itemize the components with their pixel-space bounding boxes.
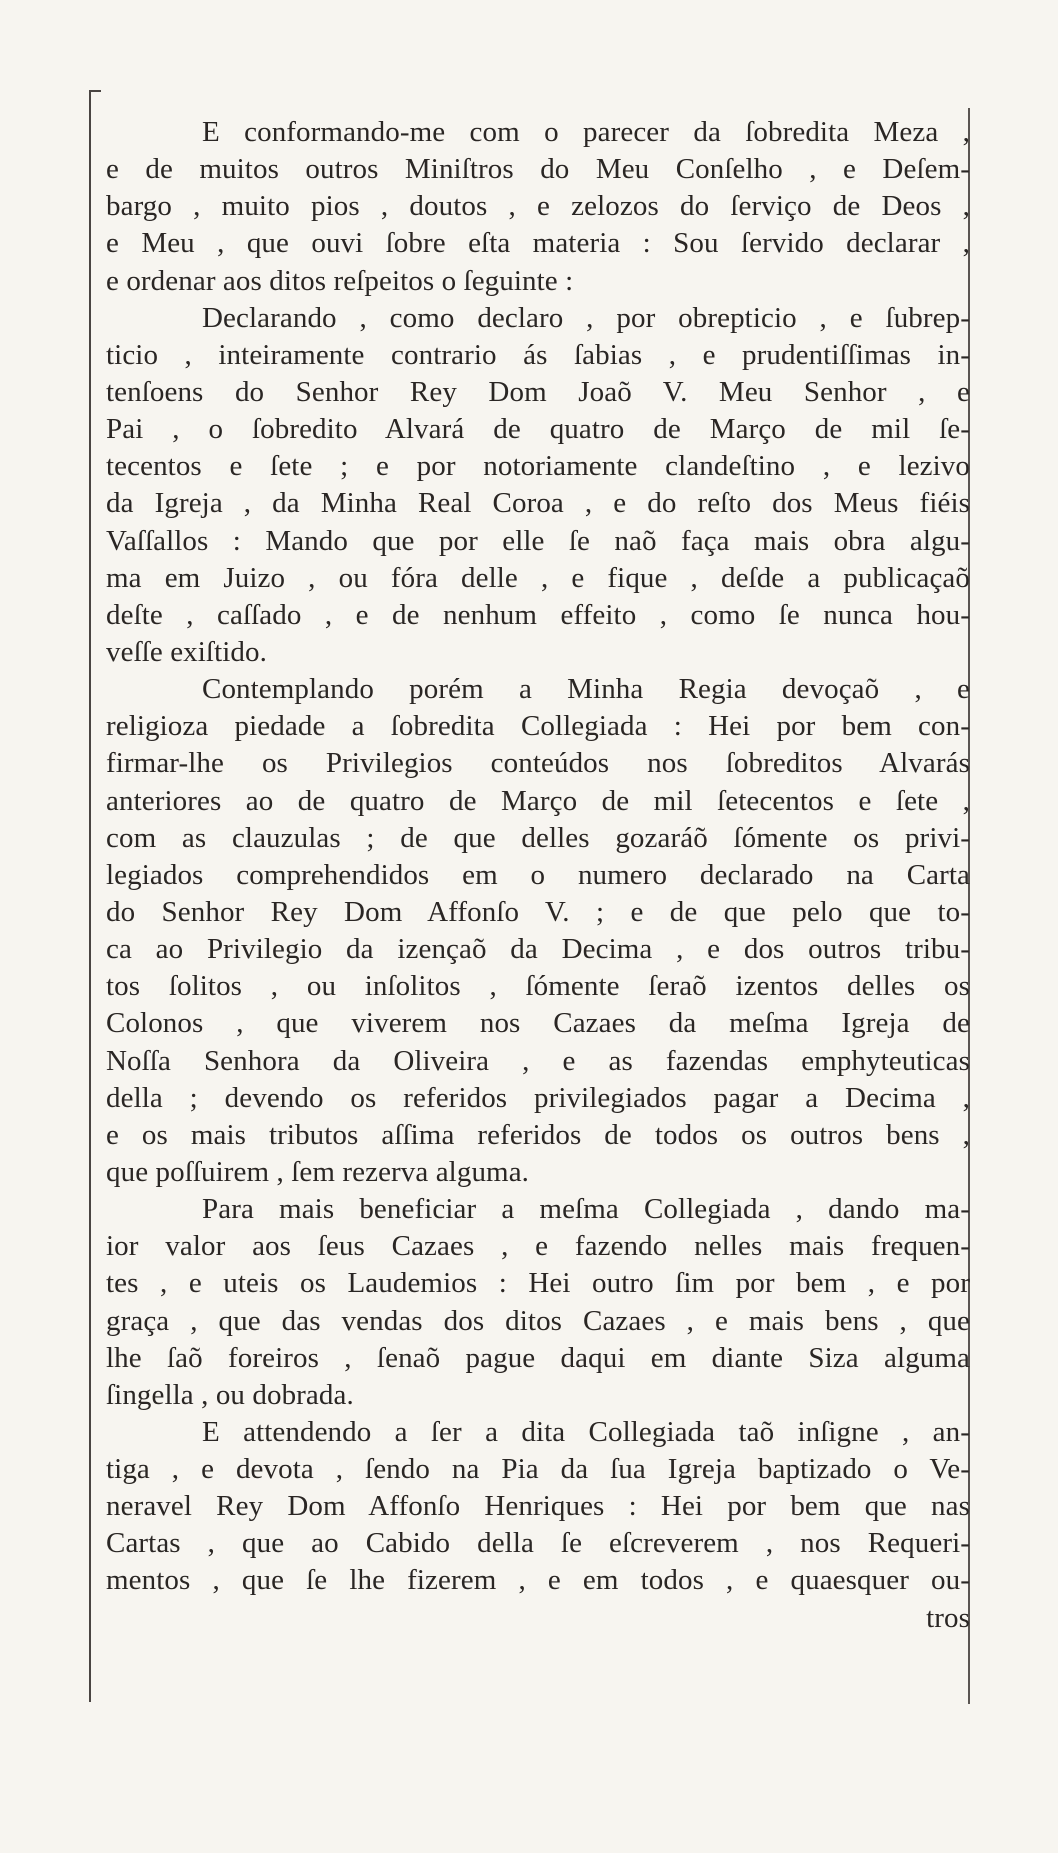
text-line: ior valor aos ſeus Cazaes , e fazendo nelles mais frequen- (106, 1230, 970, 1263)
catchword: tros (926, 1601, 970, 1634)
text-line: E conformando-me com o parecer da ſobredita Meza , (202, 116, 970, 148)
text-line: E attendendo a ſer a dita Collegiada taõ inſigne , an- (202, 1415, 970, 1448)
text-line: bargo , muito pios , doutos , e zelozos do ſerviço de Deos , (106, 190, 970, 223)
text-line: tenſoens do Senhor Rey Dom Joaõ V. Meu Senhor , e (106, 375, 970, 408)
text-line: e Meu , que ouvi ſobre eſta materia : Sou ſervido declarar , (106, 227, 970, 260)
text-line: Cartas , que ao Cabido della ſe eſcreverem , nos Requeri- (106, 1527, 970, 1560)
text-line: mentos , que ſe lhe fizerem , e em todos , e quaesquer ou- (106, 1564, 970, 1597)
text-line: da Igreja , da Minha Real Coroa , e do reſto dos Meus fiéis (106, 487, 970, 520)
text-line: e de muitos outros Miniſtros do Meu Conſelho , e Deſem- (106, 153, 970, 186)
text-line: e os mais tributos aſſima referidos de todos os outros bens , (106, 1118, 970, 1151)
text-line: neravel Rey Dom Affonſo Henriques : Hei por bem que nas (106, 1490, 970, 1523)
text-line: firmar-lhe os Privilegios conteúdos nos ſobreditos Alvarás (106, 747, 970, 780)
text-line: Vaſſallos : Mando que por elle ſe naõ faça mais obra algu- (106, 524, 970, 557)
text-line: tecentos e ſete ; e por notoriamente clandeſtino , e lezivo (106, 450, 970, 483)
text-line: Colonos , que viverem nos Cazaes da meſma Igreja de (106, 1007, 970, 1040)
text-line: ticio , inteiramente contrario ás ſabias , e prudentiſſimas in- (106, 338, 970, 371)
text-line: Noſſa Senhora da Oliveira , e as fazendas emphyteuticas (106, 1044, 970, 1077)
text-line: ſingella , ou dobrada. (106, 1378, 354, 1411)
text-line: tiga , e devota , ſendo na Pia da ſua Igreja baptizado o Ve- (106, 1453, 970, 1486)
body-text (106, 114, 970, 1637)
text-line: graça , que das vendas dos ditos Cazaes , e mais bens , que (106, 1304, 970, 1337)
text-line: Pai , o ſobredito Alvará de quatro de Março de mil ſe- (106, 413, 970, 446)
left-margin-rule (89, 92, 91, 1702)
text-line: tes , e uteis os Laudemios : Hei outro ſim por bem , e por (106, 1267, 970, 1300)
text-line: ma em Juizo , ou fóra delle , e fique , deſde a publicaçaõ (106, 561, 970, 594)
text-line: que poſſuirem , ſem rezerva alguma. (106, 1155, 530, 1188)
text-line: tos ſolitos , ou inſolitos , ſómente ſeraõ izentos delles os (106, 970, 970, 1003)
text-line: lhe ſaõ foreiros , ſenaõ pague daqui em diante Siza alguma (106, 1341, 970, 1374)
text-line: veſſe exiſtido. (106, 635, 267, 668)
text-line: Contemplando porém a Minha Regia devoçaõ , e (202, 673, 970, 706)
text-line: religioza piedade a ſobredita Collegiada : Hei por bem con- (106, 710, 970, 743)
text-line: deſte , caſſado , e de nenhum effeito , como ſe nunca hou- (106, 598, 970, 631)
text-line: legiados comprehendidos em o numero declarado na Carta (106, 858, 970, 891)
text-line: e ordenar aos ditos reſpeitos o ſeguinte : (106, 264, 574, 297)
text-line: della ; devendo os referidos privilegiados pagar a Decima , (106, 1081, 970, 1114)
text-line: ca ao Privilegio da izençaõ da Decima , e dos outros tribu- (106, 933, 970, 966)
text-line: Para mais beneficiar a meſma Collegiada , dando ma- (202, 1193, 970, 1226)
text-line: Declarando , como declaro , por obrepticio , e ſubrep- (202, 301, 970, 334)
text-line: do Senhor Rey Dom Affonſo V. ; e de que pelo que to- (106, 895, 970, 928)
text-line: com as clauzulas ; de que delles gozaráõ ſómente os privi- (106, 821, 970, 854)
left-margin-rule-tick (89, 90, 101, 92)
text-line: anteriores ao de quatro de Março de mil ſetecentos e ſete , (106, 784, 970, 817)
